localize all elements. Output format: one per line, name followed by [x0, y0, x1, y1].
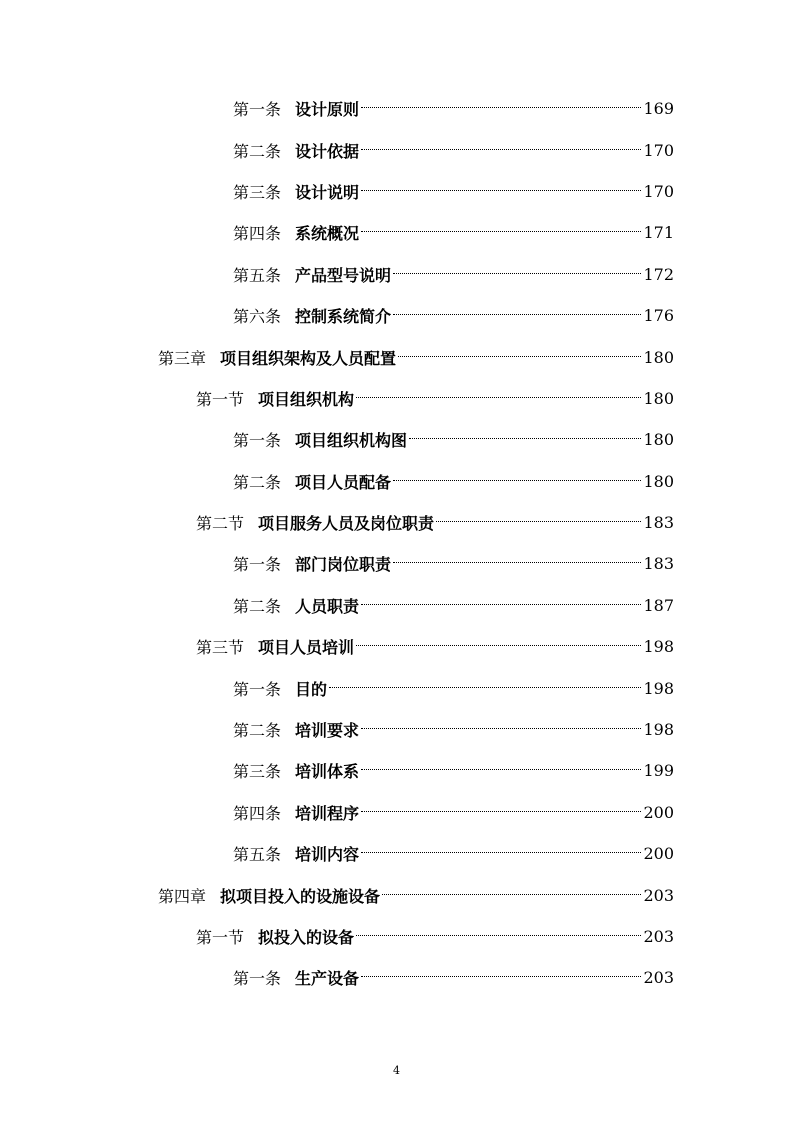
- toc-entry[interactable]: [0, 957, 793, 998]
- toc-entry-title: 项目服务人员及岗位职责: [258, 514, 435, 534]
- toc-entry[interactable]: [0, 874, 793, 915]
- toc-entry-title: 拟投入的设备: [258, 928, 355, 947]
- toc-dot-leader: [356, 644, 641, 646]
- toc-entry-number: 第四条: [233, 803, 282, 823]
- toc-entry-page: 172: [643, 264, 674, 284]
- toc-entry-title: 设计原则: [295, 100, 360, 120]
- toc-entry-number: 第二节: [196, 514, 245, 534]
- toc-dot-leader: [361, 768, 641, 770]
- toc-dot-leader: [398, 355, 641, 357]
- toc-entry-number: 第三条: [233, 182, 282, 202]
- toc-entry-number: 第四条: [233, 224, 282, 244]
- toc-dot-leader: [329, 686, 641, 688]
- toc-entry-title: 培训要求: [295, 721, 360, 741]
- toc-entry-title: 项目组织架构及人员配置: [220, 348, 397, 368]
- toc-entry-title: 产品型号说明: [295, 265, 392, 285]
- toc-entry-title: 生产设备: [295, 969, 360, 989]
- toc-entry-title: 项目组织机构: [258, 389, 355, 409]
- toc-entry-page: 169: [643, 99, 674, 119]
- toc-entry-title: 培训体系: [295, 762, 360, 782]
- toc-entry-title: 培训程序: [295, 803, 360, 823]
- toc-entry-number: 第三条: [233, 762, 282, 782]
- toc-dot-leader: [361, 230, 641, 232]
- toc-entry-page: 180: [643, 347, 674, 367]
- toc-entry[interactable]: [0, 461, 793, 502]
- toc-entry-title: 设计说明: [295, 182, 360, 202]
- toc-entry-number: 第二条: [233, 141, 282, 161]
- toc-entry[interactable]: [0, 750, 793, 791]
- toc-entry-page: 200: [643, 802, 674, 822]
- toc-entry[interactable]: [0, 709, 793, 750]
- toc-entry[interactable]: [0, 585, 793, 626]
- toc-entry-number: 第一节: [196, 389, 245, 409]
- toc-entry[interactable]: [0, 336, 793, 377]
- toc-entry-page: 198: [643, 637, 674, 657]
- toc-entry-page: 170: [643, 140, 674, 160]
- toc-entry-page: 183: [643, 554, 674, 574]
- toc-entry-number: 第一条: [233, 555, 282, 575]
- toc-dot-leader: [361, 603, 641, 605]
- toc-entry-page: 187: [643, 595, 674, 615]
- toc-entry-page: 200: [643, 844, 674, 864]
- toc-dot-leader: [356, 934, 641, 936]
- toc-entry[interactable]: [0, 543, 793, 584]
- toc-entry-page: 180: [643, 388, 674, 408]
- toc-entry[interactable]: [0, 792, 793, 833]
- toc-entry-page: 199: [643, 761, 674, 781]
- toc-entry-title: 设计依据: [295, 141, 360, 161]
- toc-entry-number: 第一条: [233, 679, 282, 699]
- toc-entry-title: 目的: [295, 679, 328, 699]
- toc-entry-title: 部门岗位职责: [295, 555, 392, 575]
- toc-entry-page: 198: [643, 720, 674, 740]
- toc-entry[interactable]: [0, 129, 793, 170]
- toc-dot-leader: [393, 561, 641, 563]
- toc-entry[interactable]: [0, 378, 793, 419]
- toc-entry-page: 198: [643, 678, 674, 698]
- toc-dot-leader: [361, 148, 641, 150]
- toc-entry[interactable]: [0, 419, 793, 460]
- toc-entry-page: 180: [643, 430, 674, 450]
- toc-entry-page: 176: [643, 306, 674, 326]
- toc-entry-page: 203: [643, 885, 674, 905]
- toc-entry-title: 控制系统简介: [295, 307, 392, 327]
- toc-entry[interactable]: [0, 295, 793, 336]
- toc-dot-leader: [361, 810, 641, 812]
- toc-dot-leader: [361, 851, 641, 853]
- toc-entry-page: 180: [643, 471, 674, 491]
- toc-entry-number: 第三章: [158, 348, 207, 368]
- toc-entry-title: 项目组织机构图: [295, 431, 408, 451]
- toc-dot-leader: [356, 396, 641, 398]
- toc-dot-leader: [361, 189, 641, 191]
- toc-entry-title: 项目人员培训: [258, 638, 355, 658]
- toc-dot-leader: [393, 272, 641, 274]
- toc-entry[interactable]: [0, 88, 793, 129]
- toc-dot-leader: [382, 893, 641, 895]
- table-of-contents: [0, 88, 793, 999]
- toc-dot-leader: [409, 437, 641, 439]
- toc-dot-leader: [393, 313, 641, 315]
- toc-entry-number: 第一节: [196, 928, 245, 947]
- toc-entry-number: 第五条: [233, 265, 282, 285]
- toc-entry[interactable]: [0, 502, 793, 543]
- toc-entry-title: 人员职责: [295, 596, 360, 616]
- toc-entry-number: 第一条: [233, 100, 282, 120]
- toc-entry-page: 183: [643, 513, 674, 533]
- toc-dot-leader: [361, 106, 641, 108]
- toc-entry-title: 项目人员配备: [295, 472, 392, 492]
- toc-entry-page: 203: [643, 968, 674, 988]
- toc-entry-number: 第一条: [233, 431, 282, 451]
- toc-entry-number: 第二条: [233, 596, 282, 616]
- toc-entry-title: 培训内容: [295, 845, 360, 865]
- toc-entry-page: 203: [643, 927, 674, 946]
- toc-entry[interactable]: [0, 254, 793, 295]
- toc-dot-leader: [361, 975, 641, 977]
- toc-entry[interactable]: [0, 212, 793, 253]
- toc-entry-page: 170: [643, 181, 674, 201]
- toc-entry-page: 171: [643, 223, 674, 243]
- toc-entry-title: 系统概况: [295, 224, 360, 244]
- toc-entry-number: 第二条: [233, 472, 282, 492]
- toc-entry[interactable]: [0, 171, 793, 212]
- toc-entry-number: 第一条: [233, 969, 282, 989]
- toc-entry-number: 第四章: [158, 886, 207, 906]
- toc-dot-leader: [436, 520, 641, 522]
- toc-entry-number: 第五条: [233, 845, 282, 865]
- toc-entry-number: 第六条: [233, 307, 282, 327]
- toc-entry-number: 第三节: [196, 638, 245, 658]
- toc-entry[interactable]: [0, 916, 793, 957]
- toc-entry[interactable]: [0, 626, 793, 667]
- toc-entry[interactable]: [0, 667, 793, 708]
- page-number: 4: [393, 1064, 400, 1077]
- toc-entry-number: 第二条: [233, 721, 282, 741]
- toc-entry[interactable]: [0, 833, 793, 874]
- toc-dot-leader: [361, 727, 641, 729]
- toc-entry-title: 拟项目投入的设施设备: [220, 886, 381, 906]
- toc-dot-leader: [393, 479, 641, 481]
